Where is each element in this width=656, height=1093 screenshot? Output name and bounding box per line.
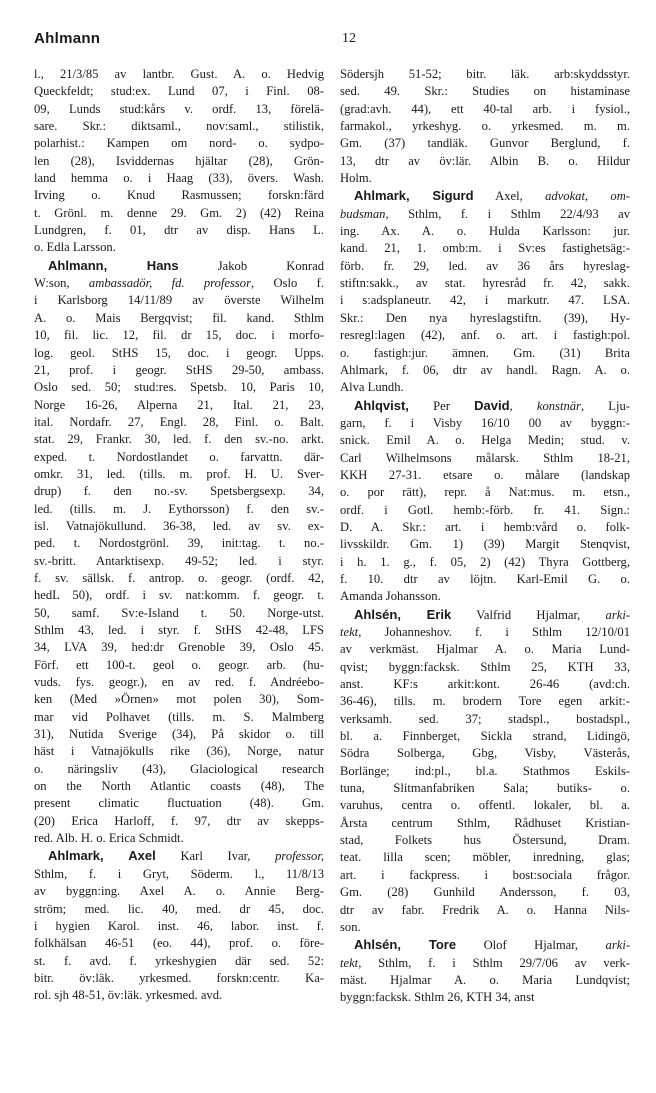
text-line: [34, 622, 324, 639]
line-text: Alva Lundh.: [340, 380, 404, 395]
text-line: [34, 987, 324, 1004]
line-text: D. A. Skr.: art. i hemb:vård o. folk-: [340, 519, 630, 534]
text-line: [340, 153, 630, 170]
text-line: [340, 745, 630, 762]
line-text: t. Grönl. m. denne 29. Gm. 2) (42) Reina: [34, 205, 324, 220]
line-text: varuhus, centra o. offentl. lokaler, bl. a.: [340, 798, 630, 813]
text-line: [340, 588, 630, 605]
text-line: [340, 310, 630, 327]
line-text: son.: [340, 919, 361, 934]
line-text: drup) f. den no.-sv. Spetsbergsexp. 34,: [34, 484, 324, 499]
text-line: [34, 101, 324, 118]
text-line: [340, 467, 630, 484]
text-line: [340, 275, 630, 292]
text-line: [34, 431, 324, 448]
text-line: [34, 587, 324, 604]
line-text: Jakob Konrad: [178, 258, 325, 273]
entry-name: Ahlsén, Tore: [354, 937, 457, 953]
line-text: Valfrid Hjalmar,: [451, 607, 606, 622]
text-line: [34, 397, 324, 414]
text-line: [340, 554, 630, 571]
text-line: [340, 763, 630, 780]
entry-heading-line: [340, 606, 630, 624]
line-text: Borlänge; ind:pl., bl.a. Stathmos Eskils-: [340, 763, 630, 778]
occupation-text: tekt: [340, 625, 359, 639]
text-line: [340, 728, 630, 745]
text-line: [34, 743, 324, 760]
text-line: [34, 709, 324, 726]
line-text: omkr. 31, led. (tills. m. prof. H. U. Sver-: [34, 466, 324, 481]
text-line: [34, 292, 324, 309]
text-line: [340, 624, 630, 641]
entry-heading-line: [340, 936, 630, 954]
line-text: , Johanneshov. f. i Sthlm 12/10/01: [358, 625, 630, 639]
line-text: present climatic fluctuation (48). Gm.: [34, 796, 324, 811]
line-text: garn, f. i Visby 16/10 00 av byggn:-: [340, 415, 630, 430]
occupation-text: ambassadör, fd. professor: [88, 276, 252, 291]
text-line: [34, 449, 324, 466]
text-line: [340, 641, 630, 658]
line-text: f. sv. sällsk. f. antrop. o. geogr. (ordf. 42,: [34, 570, 324, 585]
occupation-text: arki-: [605, 607, 631, 622]
occupation-text: budsman: [340, 206, 386, 221]
entry-name: Ahlmark, Sigurd: [354, 188, 474, 204]
text-line: [34, 362, 324, 379]
text-line: [34, 605, 324, 622]
text-line: [34, 118, 324, 135]
text-line: [34, 657, 324, 674]
line-text: sare. Skr.: diktsaml., nov:saml., stilistik,: [34, 119, 324, 134]
line-text: Holm.: [340, 171, 372, 186]
text-line: [34, 501, 324, 518]
text-line: [34, 222, 324, 239]
line-text: ken (Med »Örnen» mot polen 30), Som-: [34, 692, 324, 707]
line-text: snick. Emil A. o. Helga Medin; stud. v.: [340, 433, 630, 448]
line-text: byggn:facksk. Sthlm 26, KTH 34, anst: [340, 990, 535, 1005]
line-text: o. Edla Larsson.: [34, 240, 116, 255]
line-text: teat. lilla scen; möbler, inredning, glas;: [340, 850, 630, 865]
text-line: [340, 240, 630, 257]
line-text: , Sthlm, f. i Sthlm 29/7/06 av verk-: [358, 955, 630, 970]
line-text: polarhist.: Kampen om nord- o. sydpo-: [34, 136, 324, 151]
text-line: [340, 867, 630, 884]
line-text: häst i Vatnajökulls rike (36), Norge, natur: [34, 744, 324, 759]
text-line: [340, 693, 630, 710]
line-text: Olof Hjalmar,: [456, 938, 606, 953]
line-text: 31), Nutida Sverige (34), På skidor o. till: [34, 727, 324, 742]
line-text: Gm. (28) Gunhild Andersson, f. 03,: [340, 885, 630, 900]
line-text: Oslo sed. 50; stud:res. Spetsb. 10, Paris 10,: [34, 380, 324, 395]
text-line: [340, 83, 630, 100]
line-text: sv.-britt. Antarktisexp. 49-52; led. i styr.: [34, 553, 324, 568]
text-line: [340, 955, 630, 972]
entry-name: Ahlmann, Hans: [48, 257, 179, 273]
entry-name: Ahlmark, Axel: [48, 848, 156, 864]
line-text: Södra Solberga, Gbg, Visby, Västerås,: [340, 746, 630, 761]
occupation-text: professor,: [275, 849, 324, 864]
line-text: st. f. avd. f. yrkeshygien där sed. 52:: [34, 953, 324, 968]
entry-name: Ahlqvist,: [354, 397, 409, 413]
entry-heading-line: [340, 397, 630, 415]
line-text: sed. 49. Skr.: Studies on histaminase: [340, 84, 630, 99]
text-line: [340, 362, 630, 379]
text-line: [34, 153, 324, 170]
text-line: [340, 258, 630, 275]
text-line: [340, 815, 630, 832]
line-text: Norge 16-26, Alperna 21, Ital. 21, 23,: [34, 397, 324, 412]
text-line: [34, 778, 324, 795]
line-text: Årsta centrum Sthlm, Rådhuset Kristian-: [340, 815, 630, 830]
line-text: exped. t. Nordostlandet o. farvattn. där-: [34, 449, 324, 464]
line-text: log. geol. StHS 15, doc. i geogr. Upps.: [34, 345, 324, 360]
text-line: [340, 972, 630, 989]
line-text: folkhälsan 46-51 (eo. 44), prof. o. före-: [34, 936, 324, 951]
line-text: bl. a. Finnberget, Sickla strand, Lidingö,: [340, 729, 630, 744]
text-line: [340, 659, 630, 676]
entry-heading-line: [34, 847, 324, 865]
line-text: av byggn:ing. Axel A. o. Annie Berg-: [34, 884, 324, 899]
text-line: [34, 674, 324, 691]
text-line: [340, 797, 630, 814]
line-text: , Oslo f.: [251, 276, 324, 291]
line-text: rol. sjh 48-51, öv:läk. yrkesmed. avd.: [34, 988, 223, 1003]
line-text: i hygien Karol. inst. 46, labor. inst. f.: [34, 918, 324, 933]
text-line: [34, 935, 324, 952]
text-line: [340, 432, 630, 449]
line-text: av verkmäst. Hjalmar A. o. Maria Lund-: [340, 642, 630, 657]
line-text: bitr. öv:läk. yrkesmed. forskn:centr. Ka-: [34, 970, 324, 985]
text-line: [340, 450, 630, 467]
line-text: o. fastigh:jur. ämnen. Gm. (31) Brita: [340, 345, 630, 360]
text-line: [34, 327, 324, 344]
text-line: [34, 691, 324, 708]
text-line: [34, 901, 324, 918]
line-text: Gm. (37) tandläk. Gunvor Berglund, f.: [340, 136, 630, 151]
line-text: Queckfeldt; stud:ex. Lund 07, i Finl. 08-: [34, 84, 324, 99]
line-text: hedL 50), ordf. i sv. nat:komm. f. geogr. t.: [34, 588, 324, 603]
text-line: [340, 484, 630, 501]
line-text: Karl Ivar,: [155, 849, 276, 864]
line-text: KKH 27-31. etsare o. målare (landskap: [340, 467, 630, 482]
text-line: [340, 135, 630, 152]
right-text-column: [340, 66, 630, 1007]
entry-heading-line: [340, 187, 630, 205]
text-line: [340, 223, 630, 240]
text-line: [34, 795, 324, 812]
line-text: ital. Nordafr. 27, Engl. 28, Finl. o. Balt.: [34, 414, 324, 429]
line-text: (20) Erica Harloff, f. 97, dtr av skepps-: [34, 813, 324, 828]
text-line: [340, 118, 630, 135]
line-text: mar vid Polhavet (tills. m. S. Malmberg: [34, 709, 324, 724]
line-text: ,: [509, 398, 537, 413]
line-text: ing. Ax. A. o. Hulda Karlsson: jur.: [340, 224, 630, 239]
line-text: Per: [408, 398, 475, 413]
line-text: mäst. Hjalmar A. o. Maria Lundqvist;: [340, 972, 630, 987]
line-text: red. Alb. H. o. Erica Schmidt.: [34, 831, 184, 846]
text-line: [34, 345, 324, 362]
line-text: farmakol., yrkeshyg. o. yrkesmed. m. m.: [340, 119, 630, 134]
entry-name: David: [474, 397, 510, 413]
line-text: i h. 1. g., f. 05, 2) (42) Thyra Gottberg,: [340, 554, 630, 569]
line-text: qvist; byggn:facksk. Sthlm 25, KTH 33,: [340, 659, 630, 674]
occupation-text: arki-: [605, 938, 631, 953]
occupation-text: konstnär: [536, 398, 581, 413]
text-line: [34, 639, 324, 656]
text-line: [340, 292, 630, 309]
line-text: f. 10. dtr av löjtn. Karl-Emil G. o.: [340, 571, 630, 586]
text-line: [340, 571, 630, 588]
line-text: i s:adsplaneutr. 42, i markutr. 47. LSA.: [340, 293, 630, 308]
line-text: Lundgren, f. 01, dtr av disp. Hans L.: [34, 223, 324, 238]
line-text: kand. 21, 1. omb:m. i Sv:es fastighetsäg:-: [340, 241, 630, 256]
line-text: Skr.: Den nya hyreslagstiftn. (39), Hy-: [340, 310, 630, 325]
text-line: [340, 780, 630, 797]
text-line: [34, 66, 324, 83]
text-line: [340, 519, 630, 536]
text-line: [34, 414, 324, 431]
occupation-text: advokat, om-: [545, 189, 630, 204]
text-line: [34, 135, 324, 152]
line-text: stat. 29, Frankr. 30, led. f. den sv.-no. arkt.: [34, 432, 324, 447]
line-text: 50, samf. Sv:e-Island t. 50. Norge-utst.: [34, 605, 324, 620]
text-line: [340, 989, 630, 1006]
line-text: stad, Folkets hus Östersund, Dram.: [340, 833, 630, 848]
text-line: [340, 206, 630, 223]
text-line: [34, 187, 324, 204]
text-line: [340, 101, 630, 118]
text-line: [34, 205, 324, 222]
line-text: W:son,: [34, 276, 89, 291]
line-text: art. i fackpress. i bost:sociala frågor.: [340, 867, 630, 882]
line-text: l., 21/3/85 av lantbr. Gust. A. o. Hedvig: [34, 67, 324, 81]
line-text: 34, LVA 39, hed:dr Grenoble 39, Oslo 45.: [34, 640, 324, 655]
text-line: [34, 761, 324, 778]
text-line: [340, 711, 630, 728]
running-head-name: Ahlmann: [34, 30, 101, 47]
text-line: [34, 466, 324, 483]
text-line: [34, 866, 324, 883]
line-text: A. o. Mais Bergqvist; fil. kand. Sthlm: [34, 310, 324, 325]
line-text: livsskildr. Gm. 1) (39) Margit Stenqvist,: [340, 537, 630, 552]
line-text: 21, prof. i geogr. StHS 29-50, ambass.: [34, 362, 324, 377]
line-text: o. näringsliv (43), Glaciological research: [34, 761, 324, 776]
line-text: i Karlsborg 14/11/89 av överste Wilhelm: [34, 293, 324, 308]
line-text: 36-46), tills. m. brodern Tore egen arkit:-: [340, 694, 630, 709]
text-line: [34, 883, 324, 900]
text-line: [34, 535, 324, 552]
line-text: land hemma o. i Haag (33), övers. Wash.: [34, 171, 324, 186]
text-line: [34, 518, 324, 535]
text-line: [340, 415, 630, 432]
text-line: [340, 345, 630, 362]
line-text: dtr av fabr. Fredrik A. o. Hanna Nils-: [340, 902, 630, 917]
line-text: Förf. ett 100-t. geol o. geogr. arb. (hu-: [34, 657, 324, 672]
line-text: led. (tills. m. J. Eythorsson) f. den sv.-: [34, 501, 324, 516]
entry-heading-line: [34, 257, 324, 275]
line-text: , Sthlm, f. i Sthlm 22/4/93 av: [385, 206, 630, 221]
line-text: förb. fr. 29, led. av 36 års hyreslag-: [340, 258, 630, 273]
line-text: Axel,: [473, 189, 546, 204]
text-line: [34, 379, 324, 396]
text-line: [340, 676, 630, 693]
text-line: [340, 66, 630, 83]
text-line: [34, 170, 324, 187]
text-line: [34, 310, 324, 327]
line-text: stiftn:sakk., av stat. hyresråd fr. 42, sakk.: [340, 276, 630, 291]
line-text: verksamh. sed. 37; stadspl., bostadspl.,: [340, 711, 630, 726]
text-line: [34, 726, 324, 743]
line-text: resregl:lagen (42), anf. o. art. i fastigh:pol.: [340, 328, 630, 343]
text-line: [340, 327, 630, 344]
text-line: [340, 884, 630, 901]
text-line: [340, 902, 630, 919]
line-text: len (28), Isviddernas hjältar (28), Grön-: [34, 153, 324, 168]
line-text: tuna, Slitmanfabriken Sala; butiks- o.: [340, 781, 630, 796]
line-text: (grad:avh. 44), ett 40-tal arb. i fysiol.,: [340, 101, 630, 116]
line-text: on the North Atlantic coasts (48), The: [34, 779, 324, 794]
text-line: [340, 536, 630, 553]
text-line: [340, 832, 630, 849]
text-line: [34, 970, 324, 987]
line-text: vuds. fys. geogr.), en av red. f. Andréebo-: [34, 675, 324, 690]
text-line: [340, 379, 630, 396]
line-text: , Lju-: [580, 398, 630, 413]
occupation-text: tekt: [340, 955, 359, 970]
text-line: [34, 239, 324, 256]
line-text: Sthlm, f. i Gryt, Söderm. l., 11/8/13: [34, 866, 324, 881]
line-text: Amanda Johansson.: [340, 589, 441, 604]
text-line: [34, 953, 324, 970]
text-line: [340, 170, 630, 187]
line-text: ped. t. Nordostgrönl. 39, init:tag. t. no.-: [34, 536, 324, 551]
page-number: 12: [342, 31, 356, 46]
text-line: [34, 570, 324, 587]
line-text: 09, Lunds stud:kårs v. ordf. 13, förelä-: [34, 101, 324, 116]
line-text: Carl Wilhelmsons målarsk. Sthlm 18-21,: [340, 450, 630, 465]
line-text: ström; med. lic. 40, med. dr 45, doc.: [34, 901, 324, 916]
line-text: o. por rätt), repr. å Nat:mus. m. etsn.,: [340, 485, 630, 500]
line-text: 10, fil. lic. 12, fil. dr 15, doc. i morfo-: [34, 328, 324, 343]
text-line: [34, 918, 324, 935]
text-line: [340, 502, 630, 519]
entry-name: Ahlsén, Erik: [354, 606, 452, 622]
text-line: [34, 483, 324, 500]
line-text: 13, dtr av öv:lär. Albin B. o. Hildur: [340, 153, 630, 168]
text-line: [34, 83, 324, 100]
line-text: Ahlmark, f. 06, dtr av handl. Ragn. A. o.: [340, 362, 630, 377]
text-line: [340, 919, 630, 936]
line-text: isl. Vatnajökullund. 36-38, led. av sv. ex-: [34, 518, 324, 533]
text-line: [34, 553, 324, 570]
line-text: Irving o. Knud Rasmussen; forskn:färd: [34, 188, 324, 203]
left-text-column: [34, 66, 324, 1005]
line-text: anst. KF:s arkit:kont. 26-46 (avd:ch.: [340, 677, 630, 692]
text-line: [34, 830, 324, 847]
text-line: [34, 813, 324, 830]
line-text: Sthlm 43, led. i styr. f. StHS 42-48, LFS: [34, 623, 324, 637]
text-line: [34, 275, 324, 292]
line-text: Södersjh 51-52; bitr. läk. arb:skyddsstyr.: [340, 67, 630, 81]
page-header: [34, 30, 630, 52]
text-line: [340, 849, 630, 866]
line-text: ordf. i Gotl. hemb:-förb. fr. 41. Sign.:: [340, 502, 630, 517]
